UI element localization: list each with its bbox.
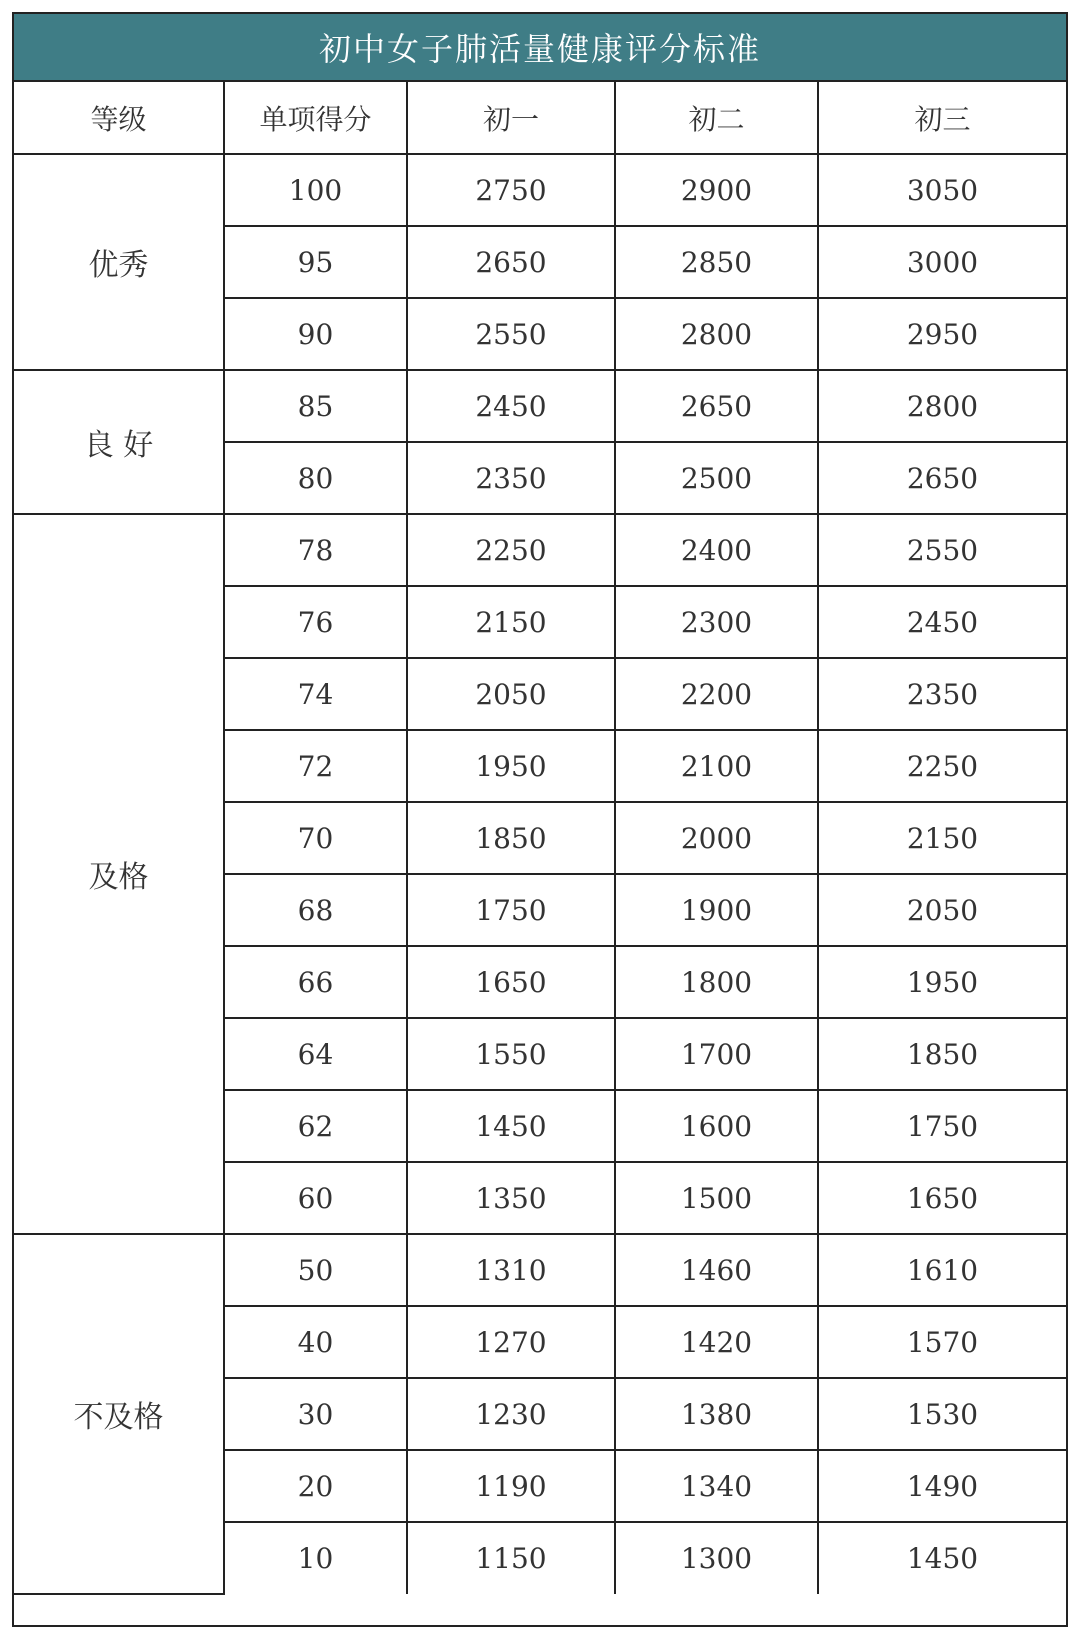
score-cell: 80: [224, 442, 407, 514]
score-cell: 90: [224, 298, 407, 370]
grade-9-value: 3050: [818, 154, 1066, 226]
grade-8-value: 2400: [615, 514, 818, 586]
score-cell: 66: [224, 946, 407, 1018]
header-score: 单项得分: [224, 82, 407, 154]
score-cell: 60: [224, 1162, 407, 1234]
grade-8-value: 2900: [615, 154, 818, 226]
grade-9-value: 1650: [818, 1162, 1066, 1234]
grade-8-value: 2100: [615, 730, 818, 802]
grade-9-value: 2450: [818, 586, 1066, 658]
grade-9-value: 1950: [818, 946, 1066, 1018]
grade-8-value: 1600: [615, 1090, 818, 1162]
score-cell: 78: [224, 514, 407, 586]
grade-7-value: 1450: [407, 1090, 615, 1162]
header-grade-7: 初一: [407, 82, 615, 154]
score-cell: 100: [224, 154, 407, 226]
grade-9-value: 1490: [818, 1450, 1066, 1522]
grade-7-value: 1230: [407, 1378, 615, 1450]
table-row: [14, 1234, 1066, 1306]
score-cell: 20: [224, 1450, 407, 1522]
grade-7-value: 1190: [407, 1450, 615, 1522]
score-cell: 64: [224, 1018, 407, 1090]
score-cell: 50: [224, 1234, 407, 1306]
grade-9-value: 2950: [818, 298, 1066, 370]
grade-label: 及格: [14, 514, 224, 1234]
grade-8-value: 1900: [615, 874, 818, 946]
grade-7-value: 1350: [407, 1162, 615, 1234]
grade-label: 良 好: [14, 370, 224, 514]
grade-9-value: 2800: [818, 370, 1066, 442]
grade-7-value: 1750: [407, 874, 615, 946]
grade-8-value: 1380: [615, 1378, 818, 1450]
grade-7-value: 2150: [407, 586, 615, 658]
score-table: [14, 82, 1066, 1595]
grade-8-value: 1300: [615, 1522, 818, 1594]
score-cell: 74: [224, 658, 407, 730]
grade-7-value: 2450: [407, 370, 615, 442]
grade-9-value: 1530: [818, 1378, 1066, 1450]
grade-7-value: 1650: [407, 946, 615, 1018]
grade-7-value: 1950: [407, 730, 615, 802]
grade-9-value: 1450: [818, 1522, 1066, 1594]
score-cell: 72: [224, 730, 407, 802]
grade-7-value: 2550: [407, 298, 615, 370]
grade-8-value: 1420: [615, 1306, 818, 1378]
grade-7-value: 1270: [407, 1306, 615, 1378]
table-row: [14, 370, 1066, 442]
score-cell: 95: [224, 226, 407, 298]
grade-7-value: 2250: [407, 514, 615, 586]
table-body: [14, 154, 1066, 1594]
grade-7-value: 2050: [407, 658, 615, 730]
grade-8-value: 2850: [615, 226, 818, 298]
grade-8-value: 2650: [615, 370, 818, 442]
score-cell: 68: [224, 874, 407, 946]
table-title: 初中女子肺活量健康评分标准: [14, 14, 1066, 82]
grade-8-value: 2200: [615, 658, 818, 730]
header-grade-9: 初三: [818, 82, 1066, 154]
table-row: [14, 514, 1066, 586]
grade-7-value: 2650: [407, 226, 615, 298]
grade-8-value: 1460: [615, 1234, 818, 1306]
grade-8-value: 1700: [615, 1018, 818, 1090]
grade-9-value: 2050: [818, 874, 1066, 946]
grade-7-value: 2350: [407, 442, 615, 514]
score-cell: 30: [224, 1378, 407, 1450]
header-grade: 等级: [14, 82, 224, 154]
score-cell: 70: [224, 802, 407, 874]
grade-9-value: 1570: [818, 1306, 1066, 1378]
grade-9-value: 2350: [818, 658, 1066, 730]
header-grade-8: 初二: [615, 82, 818, 154]
grade-8-value: 2500: [615, 442, 818, 514]
grade-8-value: 1500: [615, 1162, 818, 1234]
grade-label: 优秀: [14, 154, 224, 370]
grade-9-value: 3000: [818, 226, 1066, 298]
grade-9-value: 2650: [818, 442, 1066, 514]
score-cell: 40: [224, 1306, 407, 1378]
grade-7-value: 1550: [407, 1018, 615, 1090]
grade-8-value: 1340: [615, 1450, 818, 1522]
grade-7-value: 1150: [407, 1522, 615, 1594]
grade-9-value: 1750: [818, 1090, 1066, 1162]
score-cell: 62: [224, 1090, 407, 1162]
grade-label: 不及格: [14, 1234, 224, 1594]
grade-8-value: 2000: [615, 802, 818, 874]
grade-7-value: 2750: [407, 154, 615, 226]
score-cell: 76: [224, 586, 407, 658]
header-row: [14, 82, 1066, 154]
score-cell: 85: [224, 370, 407, 442]
grade-8-value: 2800: [615, 298, 818, 370]
grade-9-value: 2550: [818, 514, 1066, 586]
grade-7-value: 1310: [407, 1234, 615, 1306]
grade-9-value: 1610: [818, 1234, 1066, 1306]
grade-7-value: 1850: [407, 802, 615, 874]
score-table-sheet: [12, 12, 1068, 1627]
score-cell: 10: [224, 1522, 407, 1594]
grade-8-value: 2300: [615, 586, 818, 658]
grade-9-value: 2150: [818, 802, 1066, 874]
grade-8-value: 1800: [615, 946, 818, 1018]
table-row: [14, 154, 1066, 226]
grade-9-value: 2250: [818, 730, 1066, 802]
grade-9-value: 1850: [818, 1018, 1066, 1090]
